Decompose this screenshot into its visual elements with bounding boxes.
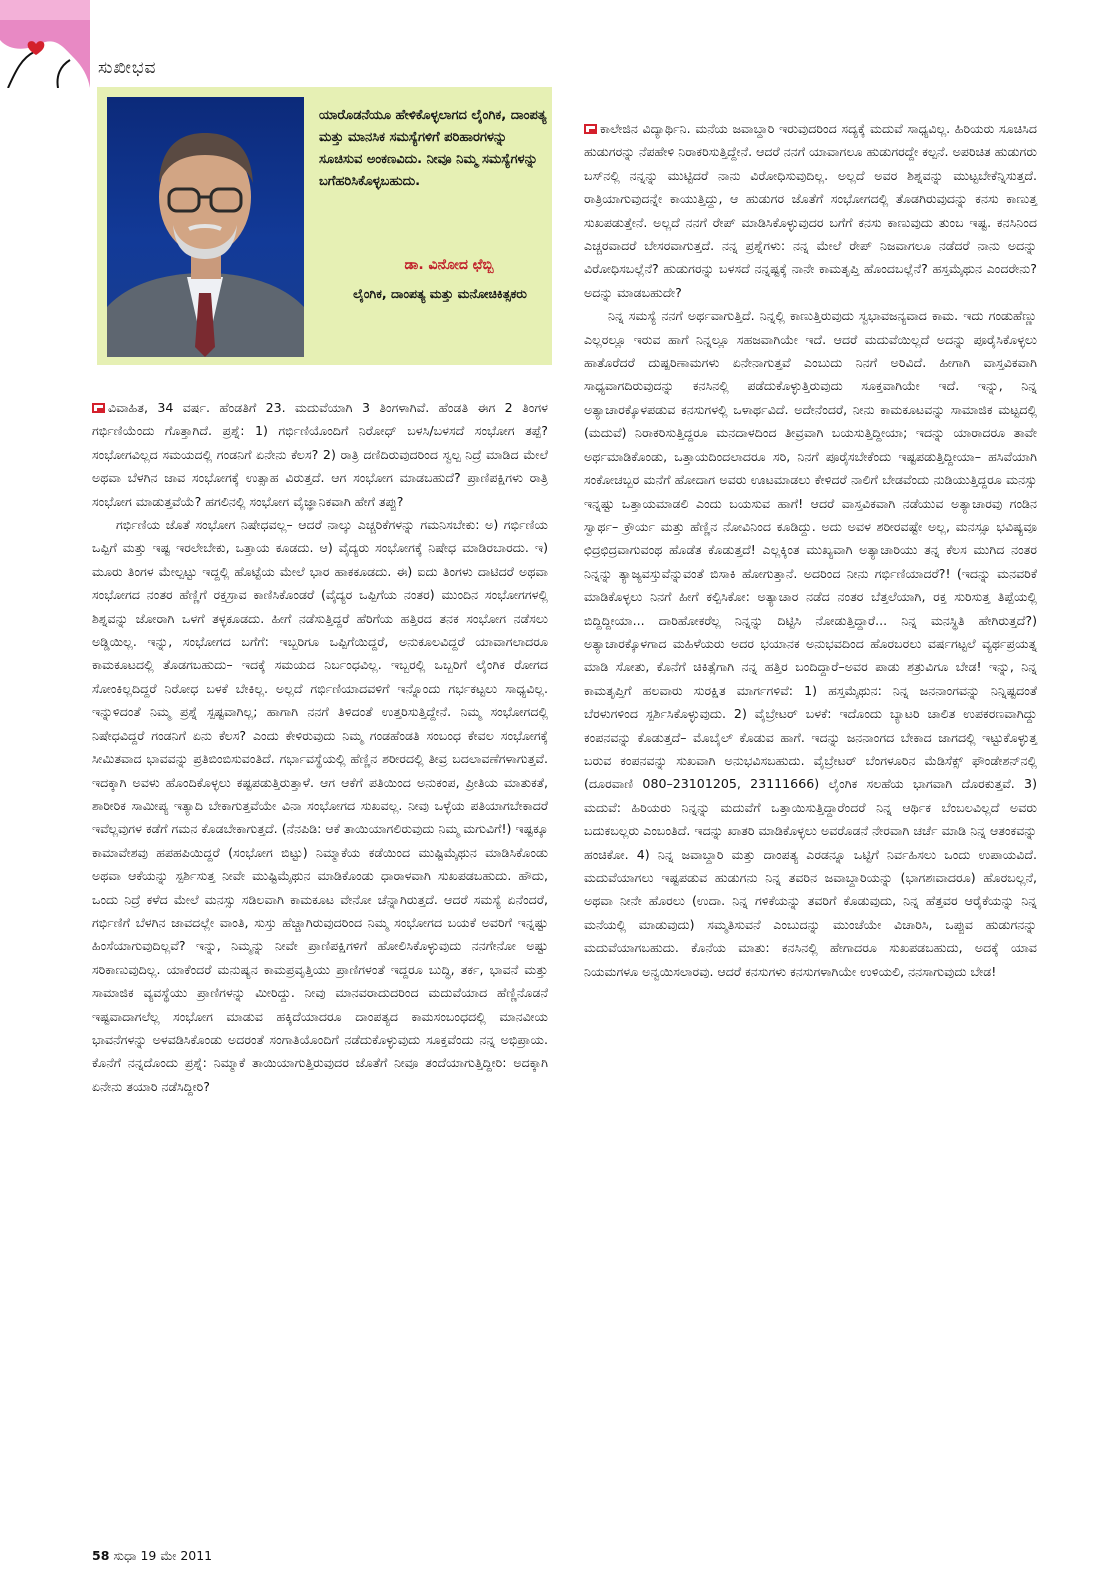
answer-paragraph: ನಿನ್ನ ಸಮಸ್ಯೆ ನನಗೆ ಅರ್ಥವಾಗುತ್ತಿದೆ. ನಿನ್ನಲ್ಲಿ ಕಾಣುತ್ತಿರುವುದು ಸ್ವಭಾವಜನ್ಯವಾದ ಕಾಮ. ಇದು ಗಂಡುಹೆಣ್ಣು ಎಲ್ಲರಲ್ಲೂ ಇರುವ ಹಾಗೆ ನಿನ್ನಲ್ಲೂ ಸಹಜವಾಗಿಯೇ ಇದೆ. ಆದರೆ ಮದುವೆಯಿಲ್ಲದೆ ಅದನ್ನು ಪೂರೈಸಿಕೊಳ್ಳಲು ಹಾತೊರೆದರೆ ದುಷ್ಪರಿಣಾಮಗಳು ಏನೇನಾಗುತ್ತವೆ ಎಂಬುದು ನಿನಗೆ ಅರಿವಿದೆ. ಹೀಗಾಗಿ ವಾಸ್ತವಿಕವಾಗಿ ಸಾಧ್ಯವಾಗದಿರುವುದನ್ನು ಕನಸಿನಲ್ಲಿ ಪಡೆದುಕೊಳ್ಳುತ್ತಿರುವುದು ಸೂಕ್ತವಾಗಿಯೇ ಇದೆ. ಇನ್ನು, ನಿನ್ನ ಅತ್ಯಾಚಾರಕ್ಕೊಳಪಡುವ ಕನಸುಗಳಲ್ಲಿ ಒಳಾರ್ಥವಿದೆ. ಅದೇನೆಂದರೆ, ನೀನು ಕಾಮಕೂಟವನ್ನು ಸಾಮಾಜಿಕ ಮಟ್ಟದಲ್ಲಿ (ಮದುವೆ) ನಿರಾಕರಿಸುತ್ತಿದ್ದರೂ ಮನದಾಳದಿಂದ ತೀವ್ರವಾಗಿ ಬಯಸುತ್ತಿದ್ದೀಯಾ; ಇದನ್ನು ಯಾರಾದರೂ ತಾವೇ ಅರ್ಥಮಾಡಿಕೊಂಡು, ಒತ್ತಾಯದಿಂದಲಾದರೂ ಸರಿ, ನಿನಗೆ ಪೂರೈಸಬೇಕೆಂದು ಇಷ್ಟಪಡುತ್ತಿದ್ದೀಯಾ– ಹಸಿವೆಯಾಗಿ ಸಂಕೋಚಬ್ಬರ ಮನೆಗೆ ಹೋದಾಗ ಅವರು ಊಟಮಾಡಲು ಕೇಳಿದರೆ ನಾಲಿಗೆ ಬೇಡವೆಂದು ನುಡಿಯುತ್ತಿದ್ದರೂ ಮನಸ್ಸು ಇನ್ನಷ್ಟು ಒತ್ತಾಯಮಾಡಲಿ ಎಂದು ಬಯಸುವ ಹಾಗೆ! ಆದರೆ ವಾಸ್ತವಿಕವಾಗಿ ನಡೆಯುವ ಅತ್ಯಾಚಾರವು ಗಂಡಿನ ಸ್ವಾರ್ಥ– ಕ್ರೌರ್ಯ ಮತ್ತು ಹೆಣ್ಣಿನ ನೋವಿನಿಂದ ಕೂಡಿದ್ದು. ಅದು ಅವಳ ಶರೀರವಷ್ಟೇ ಅಲ್ಲ, ಮನಸ್ಸೂ ಭವಿಷ್ಯವೂ ಛಿದ್ರಛಿದ್ರವಾಗುವಂಥ ಹೊಡೆತ ಕೊಡುತ್ತದೆ! ಎಲ್ಲಕ್ಕಿಂತ ಮುಖ್ಯವಾಗಿ ಅತ್ಯಾಚಾರಿಯು ತನ್ನ ಕೆಲಸ ಮುಗಿದ ನಂತರ ನಿನ್ನನ್ನು ತ್ಯಾಜ್ಯವಸ್ತುವೆನ್ನುವಂತೆ ಬಿಸಾಕಿ ಹೋಗುತ್ತಾನೆ. ಅದರಿಂದ ನೀನು ಗರ್ಭಿಣಿಯಾದರೆ?! (ಇದನ್ನು ಮನವರಿಕೆ ಮಾಡಿಕೊಳ್ಳಲು ನಿನಗೆ ಹೀಗೆ ಕಲ್ಪಿಸಿಕೋ: ಅತ್ಯಾಚಾರ ನಡೆದ ನಂತರ ಬೆತ್ತಲೆಯಾಗಿ, ರಕ್ತ ಸುರಿಸುತ್ತ ತಿಪ್ಪೆಯಲ್ಲಿ ಬಿದ್ದಿದ್ದೀಯಾ... ದಾರಿಹೋಕರೆಲ್ಲ ನಿನ್ನನ್ನು ದಿಟ್ಟಿಸಿ ನೋಡುತ್ತಿದ್ದಾರೆ... ನಿನ್ನ ಮನಸ್ಥಿತಿ ಹೇಗಿರುತ್ತದೆ?) ಅತ್ಯಾಚಾರಕ್ಕೊಳಗಾದ ಮಹಿಳೆಯರು ಅದರ ಭಯಾನಕ ಅನುಭವದಿಂದ ಹೊರಬರಲು ವರ್ಷಗಟ್ಟಲೆ ವ್ಯರ್ಥಪ್ರಯತ್ನ ಮಾಡಿ ಸೋತು, ಕೊನೆಗೆ ಚಿಕಿತ್ಸೆಗಾಗಿ ನನ್ನ ಹತ್ತಿರ ಬಂದಿದ್ದಾರೆ–ಅವರ ಪಾಡು ಶತ್ರುವಿಗೂ ಬೇಡ! ಇನ್ನು, ನಿನ್ನ ಕಾಮತೃಪ್ತಿಗೆ ಹಲವಾರು ಸುರಕ್ಷಿತ ಮಾರ್ಗಗಳಿವೆ: 1) ಹಸ್ತಮೈಥುನ: ನಿನ್ನ ಜನನಾಂಗವನ್ನು ನಿನ್ನಿಷ್ಟದಂತೆ ಬೆರಳುಗಳಿಂದ ಸ್ಪರ್ಶಿಸಿಕೊಳ್ಳುವುದು. 2) ವೈಬ್ರೇಟರ್ ಬಳಕೆ: ಇದೊಂದು ಬ್ಯಾಟರಿ ಚಾಲಿತ ಉಪಕರಣವಾಗಿದ್ದು ಕಂಪನವನ್ನು ಕೊಡುತ್ತದೆ– ಮೊಬೈಲ್ ಕೊಡುವ ಹಾಗೆ. ಇದನ್ನು ಜನನಾಂಗದ ಬೇಕಾದ ಜಾಗದಲ್ಲಿ ಇಟ್ಟುಕೊಳ್ಳುತ್ತ ಬರುವ ಕಂಪನವನ್ನು ಸುಖವಾಗಿ ಅನುಭವಿಸಬಹುದು. ವೈಬ್ರೇಟರ್ ಬೆಂಗಳೂರಿನ ಮೆಡಿಸೆಕ್ಸ್ ಫೌಂಡೇಶನ್‌ನಲ್ಲಿ (ದೂರವಾಣಿ 080–23101205, 23111666) ಲೈಂಗಿಕ ಸಲಹೆಯ ಭಾಗವಾಗಿ ದೊರಕುತ್ತವೆ. 3) ಮದುವೆ: ಹಿರಿಯರು ನಿನ್ನನ್ನು ಮದುವೆಗೆ ಒತ್ತಾಯಿಸುತ್ತಿದ್ದಾರೆಂದರೆ ನಿನ್ನ ಆರ್ಥಿಕ ಬೆಂಬಲವಿಲ್ಲದೆ ಅವರು ಬದುಕಬಲ್ಲರು ಎಂಬಂತಿದೆ. ಇದನ್ನು ಖಾತರಿ ಮಾಡಿಕೊಳ್ಳಲು ಅವರೊಡನೆ ನೇರವಾಗಿ ಚರ್ಚೆ ಮಾಡಿ ನಿನ್ನ ಆತಂಕವನ್ನು ಹಂಚಿಕೋ. 4) ನಿನ್ನ ಜವಾಬ್ದಾರಿ ಮತ್ತು ದಾಂಪತ್ಯ ಎರಡನ್ನೂ ಒಟ್ಟಿಗೆ ನಿರ್ವಹಿಸಲು ಒಂದು ಉಪಾಯವಿದೆ. ಮದುವೆಯಾಗಲು ಇಷ್ಟಪಡುವ ಹುಡುಗನು ನಿನ್ನ ತವರಿನ ಜವಾಬ್ದಾರಿಯನ್ನು (ಭಾಗಶಃವಾದರೂ) ಹೊರಬಲ್ಲನೆ, ಅಥವಾ ನೀನೇ ಹೊರಲು (ಉದಾ. ನಿನ್ನ ಗಳಿಕೆಯನ್ನು ತವರಿಗೆ ಕೊಡುವುದು, ನಿನ್ನ ಹೆತ್ತವರ ಆರೈಕೆಯನ್ನು ನಿನ್ನ ಮನೆಯಲ್ಲಿ ಮಾಡುವುದು) ಸಮ್ಮತಿಸುವನೆ ಎಂಬುದನ್ನು ಮುಂಚೆಯೇ ವಿಚಾರಿಸಿ, ಒಪ್ಪುವ ಹುಡುಗನನ್ನು ಮದುವೆಯಾಗಬಹುದು. ಕೊನೆಯ ಮಾತು: ಕನಸಿನಲ್ಲಿ ಹೇಗಾದರೂ ಸುಖಪಡಬಹುದು, ಅದಕ್ಕೆ ಯಾವ ನಿಯಮಗಳೂ ಅನ್ವಯಿಸಲಾರವು. ಆದರೆ ಕನಸುಗಳು ಕನಸುಗಳಾಗಿಯೇ ಉಳಿಯಲಿ, ನನಸಾಗುವುದು ಬೇಡ!: [584, 308, 1037, 979]
question-text: ಕಾಲೇಜಿನ ವಿದ್ಯಾರ್ಥಿನಿ. ಮನೆಯ ಜವಾಬ್ದಾರಿ ಇರುವುದರಿಂದ ಸದ್ಯಕ್ಕೆ ಮದುವೆ ಸಾಧ್ಯವಿಲ್ಲ. ಹಿರಿಯರು ಸೂಚಿಸಿದ ಹುಡುಗರನ್ನು ನೆಪಹೇಳಿ ನಿರಾಕರಿಸುತ್ತಿದ್ದೇನೆ. ಆದರೆ ನನಗೆ ಯಾವಾಗಲೂ ಹುಡುಗರದ್ದೇ ಕಲ್ಪನೆ. ಅಪರಿಚಿತ ಹುಡುಗರು ಬಸ್‌ನಲ್ಲಿ ನನ್ನನ್ನು ಮುಟ್ಟಿದರೆ ನಾನು ವಿರೋಧಿಸುವುದಿಲ್ಲ. ಅಲ್ಲದೆ ಅವರ ಶಿಶ್ನವನ್ನು ಮುಟ್ಟಬೇಕೆನ್ನಿಸುತ್ತದೆ. ರಾತ್ರಿಯಾಗುವುದನ್ನೇ ಕಾಯುತ್ತಿದ್ದು, ಆ ಹುಡುಗರ ಜೊತೆಗೆ ಸಂಭೋಗದಲ್ಲಿ ತೊಡಗಿರುವುದನ್ನು ಕನಸು ಕಾಣುತ್ತ ಸುಖಪಡುತ್ತೇನೆ. ಅಲ್ಲದೆ ನನಗೆ ರೇಪ್ ಮಾಡಿಸಿಕೊಳ್ಳುವುದರ ಬಗೆಗೆ ಕನಸು ಕಾಣುವುದು ತುಂಬ ಇಷ್ಟ. ಕನಸಿನಿಂದ ಎಚ್ಚರವಾದರೆ ಬೇಸರವಾಗುತ್ತದೆ. ನನ್ನ ಪ್ರಶ್ನೆಗಳು: ನನ್ನ ಮೇಲೆ ರೇಪ್ ನಿಜವಾಗಲೂ ನಡೆದರೆ ನಾನು ಅದನ್ನು ವಿರೋಧಿಸಬಲ್ಲೆನೆ? ಹುಡುಗರನ್ನು ಬಳಸದೆ ನನ್ನಷ್ಟಕ್ಕೆ ನಾನೇ ಕಾಮತೃಪ್ತಿ ಹೊಂದಬಲ್ಲೆನೆ? ಹಸ್ತಮೈಥುನ ಎಂದರೇನು? ಅದನ್ನು ಮಾಡಬಹುದೇ?: [584, 121, 1037, 300]
doctor-portrait-graphic: [107, 97, 304, 357]
page-number: 58: [92, 1548, 110, 1563]
answer-paragraph: ಗರ್ಭಿಣಿಯ ಜೊತೆ ಸಂಭೋಗ ನಿಷೇಧವಲ್ಲ– ಆದರೆ ನಾಲ್ಕು ಎಚ್ಚರಿಕೆಗಳನ್ನು ಗಮನಿಸಬೇಕು: ಅ) ಗರ್ಭಿಣಿಯ ಒಪ್ಪಿಗೆ ಮತ್ತು ಇಷ್ಟ ಇರಲೇಬೇಕು, ಒತ್ತಾಯ ಕೂಡದು. ಆ) ವೈದ್ಯರು ಸಂಭೋಗಕ್ಕೆ ನಿಷೇಧ ಮಾಡಿರಬಾರದು. ಇ) ಮೂರು ತಿಂಗಳ ಮೇಲ್ಪಟ್ಟು ಇದ್ದಲ್ಲಿ ಹೊಟ್ಟೆಯ ಮೇಲೆ ಭಾರ ಹಾಕಕೂಡದು. ಈ) ಐದು ತಿಂಗಳು ದಾಟಿದರೆ ಅಥವಾ ಸಂಭೋಗದ ನಂತರ ಹೆಣ್ಣಿಗೆ ರಕ್ತಸ್ರಾವ ಕಾಣಿಸಿಕೊಂಡರೆ (ವೈದ್ಯರ ಒಪ್ಪಿಗೆಯ ನಂತರ) ಮುಂದಿನ ಸಂಭೋಗಗಳಲ್ಲಿ ಶಿಶ್ನವನ್ನು ಜೋರಾಗಿ ಒಳಗೆ ತಳ್ಳಕೂಡದು. ಹೀಗೆ ನಡೆಸುತ್ತಿದ್ದರೆ ಹೆರಿಗೆಯ ಹತ್ತಿರದ ತನಕ ಸಂಭೋಗ ನಡೆಸಲು ಅಡ್ಡಿಯಿಲ್ಲ. ಇನ್ನು, ಸಂಭೋಗದ ಬಗೆಗೆ: ಇಬ್ಬರಿಗೂ ಒಪ್ಪಿಗೆಯಿದ್ದರೆ, ಅನುಕೂಲವಿದ್ದರೆ ಯಾವಾಗಲಾದರೂ ಕಾಮಕೂಟದಲ್ಲಿ ತೊಡಗಬಹುದು– ಇದಕ್ಕೆ ಸಮಯದ ನಿರ್ಬಂಧವಿಲ್ಲ. ಇಬ್ಬರಲ್ಲಿ ಒಬ್ಬರಿಗೆ ಲೈಂಗಿಕ ರೋಗದ ಸೋಂಕಿಲ್ಲದಿದ್ದರೆ ನಿರೋಧ ಬಳಕೆ ಬೇಕಿಲ್ಲ. ಅಲ್ಲದೆ ಗರ್ಭಿಣಿಯಾದವಳಿಗೆ ಇನ್ನೊಂದು ಗರ್ಭಕಟ್ಟಲು ಸಾಧ್ಯವಿಲ್ಲ. ಇನ್ನುಳಿದಂತೆ ನಿಮ್ಮ ಪ್ರಶ್ನೆ ಸ್ಪಷ್ಟವಾಗಿಲ್ಲ; ಹಾಗಾಗಿ ನನಗೆ ತಿಳಿದಂತೆ ಉತ್ತರಿಸುತ್ತಿದ್ದೇನೆ. ನಿಮ್ಮ ಸಂಭೋಗದಲ್ಲಿ ನಿಷೇಧವಿದ್ದರೆ ಗಂಡನಿಗೆ ಏನು ಕೆಲಸ? ಎಂದು ಕೇಳಿರುವುದು ನಿಮ್ಮ ಗಂಡಹೆಂಡತಿ ಸಂಬಂಧ ಕೇವಲ ಸಂಭೋಗಕ್ಕೆ ಸೀಮಿತವಾದ ಭಾವವನ್ನು ಪ್ರತಿಬಿಂಬಿಸುವಂತಿದೆ. ಗರ್ಭಾವಸ್ಥೆಯಲ್ಲಿ ಹೆಣ್ಣಿನ ಶರೀರದಲ್ಲಿ ತೀವ್ರ ಬದಲಾವಣೆಗಳಾಗುತ್ತವೆ. ಇದಕ್ಕಾಗಿ ಅವಳು ಹೊಂದಿಕೊಳ್ಳಲು ಕಷ್ಟಪಡುತ್ತಿರುತ್ತಾಳೆ. ಆಗ ಆಕೆಗೆ ಪತಿಯಿಂದ ಅನುಕಂಪ, ಪ್ರೀತಿಯ ಮಾತುಕತೆ, ಶಾರೀರಿಕ ಸಾಮೀಪ್ಯ ಇತ್ಯಾದಿ ಬೇಕಾಗುತ್ತವೆಯೇ ವಿನಾ ಸಂಭೋಗದ ಸುಖವಲ್ಲ. ನೀವು ಒಳ್ಳೆಯ ಪತಿಯಾಗಬೇಕಾದರೆ ಇವೆಲ್ಲವುಗಳ ಕಡೆಗೆ ಗಮನ ಕೊಡಬೇಕಾಗುತ್ತದೆ. (ನೆನಪಿಡಿ: ಆಕೆ ತಾಯಿಯಾಗಲಿರುವುದು ನಿಮ್ಮ ಮಗುವಿಗೆ!) ಇಷ್ಟಕ್ಕೂ ಕಾಮಾವೇಶವು ಹಪಹಪಿಯಿದ್ದರೆ (ಸಂಭೋಗ ಬಿಟ್ಟು) ನಿಮ್ಮಾಕೆಯ ಕಡೆಯಿಂದ ಮುಷ್ಟಿಮೈಥುನ ಮಾಡಿಸಿಕೊಂಡು ಅಥವಾ ಆಕೆಯನ್ನು ಸ್ಪರ್ಶಿಸುತ್ತ ನೀವೇ ಮುಷ್ಟಿಮೈಥುನ ಮಾಡಿಕೊಂಡು ಧಾರಾಳವಾಗಿ ಸುಖಪಡಬಹುದು. ಹೌದು, ಒಂದು ನಿದ್ರೆ ಕಳೆದ ಮೇಲೆ ಮನಸ್ಸು ಸಡಿಲವಾಗಿ ಕಾಮಕೂಟ ವೇನೋ ಚೆನ್ನಾಗಿರುತ್ತದೆ. ಆದರೆ ಸಮಸ್ಯೆ ಏನೆಂದರೆ, ಗರ್ಭಿಣಿಗೆ ಬೆಳಗಿನ ಜಾವದಲ್ಲೇ ವಾಂತಿ, ಸುಸ್ತು ಹೆಚ್ಚಾಗಿರುವುದರಿಂದ ನಿಮ್ಮ ಸಂಭೋಗದ ಬಯಕೆ ಅವರಿಗೆ ಇನ್ನಷ್ಟು ಹಿಂಸೆಯಾಗುವುದಿಲ್ಲವೆ? ಇನ್ನು, ನಿಮ್ಮನ್ನು ನೀವೇ ಪ್ರಾಣಿಪಕ್ಷಿಗಳಿಗೆ ಹೋಲಿಸಿಕೊಳ್ಳುವುದು ನನಗೇನೋ ಅಷ್ಟು ಸರಿಕಾಣುವುದಿಲ್ಲ. ಯಾಕೆಂದರೆ ಮನುಷ್ಯನ ಕಾಮಪ್ರವೃತ್ತಿಯು ಪ್ರಾಣಿಗಳಂತೆ ಇದ್ದರೂ ಬುದ್ಧಿ, ತರ್ಕ, ಭಾವನೆ ಮತ್ತು ಸಾಮಾಜಿಕ ವ್ಯವಸ್ಥೆಯು ಪ್ರಾಣಿಗಳನ್ನು ಮೀರಿದ್ದು. ನೀವು ಮಾನವರಾದುದರಿಂದ ಮದುವೆಯಾದ ಹೆಣ್ಣಿನೊಡನೆ ಇಷ್ಟವಾದಾಗಲೆಲ್ಲ ಸಂಭೋಗ ಮಾಡುವ ಹಕ್ಕಿದೆಯಾದರೂ ದಾಂಪತ್ಯದ ಕಾಮಸಂಬಂಧದಲ್ಲಿ ಮಾನವೀಯ ಭಾವನೆಗಳನ್ನು ಅಳವಡಿಸಿಕೊಂಡು ಅದರಂತೆ ಸಂಗಾತಿಯೊಂದಿಗೆ ನಡೆದುಕೊಳ್ಳುವುದು ಸೂಕ್ತವೆಂದು ನನ್ನ ಅಭಿಪ್ರಾಯ. ಕೊನೆಗೆ ನನ್ನದೊಂದು ಪ್ರಶ್ನೆ: ನಿಮ್ಮಾಕೆ ತಾಯಿಯಾಗುತ್ತಿರುವುದರ ಜೊತೆಗೆ ನೀವೂ ತಂದೆಯಾಗುತ್ತಿದ್ದೀರಿ: ಅದಕ್ಕಾಗಿ ಏನೇನು ತಯಾರಿ ನಡೆಸಿದ್ದೀರಿ?: [92, 517, 548, 1094]
issue-date: 19 ಮೇ 2011: [140, 1548, 213, 1563]
column-intro-box: [97, 87, 552, 365]
question-paragraph: [92, 396, 548, 513]
right-column: [584, 117, 1037, 1447]
column-description: ಯಾರೊಡನೆಯೂ ಹೇಳಿಕೊಳ್ಳಲಾಗದ ಲೈಂಗಿಕ, ದಾಂಪತ್ಯ ಮತ್ತು ಮಾನಸಿಕ ಸಮಸ್ಯೆಗಳಿಗೆ ಪರಿಹಾರಗಳನ್ನು ಸೂಚಿಸುವ ಅಂಕಣವಿದು. ನೀವೂ ನಿಮ್ಮ ಸಮಸ್ಯೆಗಳನ್ನು ಬಗೆಹರಿಸಿಕೊಳ್ಳಬಹುದು.: [319, 108, 547, 189]
magazine-name: ಸುಧಾ: [113, 1548, 137, 1563]
doctor-name: ಡಾ. ವಿನೋದ ಛೆಬ್ಬಿ: [404, 257, 494, 273]
heart-corner-graphic: [0, 0, 90, 88]
doctor-title: ಲೈಂಗಿಕ, ದಾಂಪತ್ಯ ಮತ್ತು ಮನೋಚಿಕಿತ್ಸಕರು: [353, 286, 527, 301]
page-footer: [92, 1548, 212, 1564]
question-text: ವಿವಾಹಿತ, 34 ವರ್ಷ. ಹೆಂಡತಿಗೆ 23. ಮದುವೆಯಾಗಿ 3 ತಿಂಗಳಾಗಿವೆ. ಹೆಂಡತಿ ಈಗ 2 ತಿಂಗಳ ಗರ್ಭಿಣಿಯೆಂದು ಗೊತ್ತಾಗಿದೆ. ಪ್ರಶ್ನೆ: 1) ಗರ್ಭಿಣಿಯೊಂದಿಗೆ ನಿರೋಧ್ ಬಳಸಿ/ಬಳಸದೆ ಸಂಭೋಗ ತಪ್ಪೆ? ಸಂಭೋಗವಿಲ್ಲದ ಸಮಯದಲ್ಲಿ ಗಂಡನಿಗೆ ಏನೇನು ಕೆಲಸ? 2) ರಾತ್ರಿ ದಣಿದಿರುವುದರಿಂದ ಸ್ವಲ್ಪ ನಿದ್ರೆ ಮಾಡಿದ ಮೇಲೆ ಅಥವಾ ಬೆಳಗಿನ ಜಾವ ಸಂಭೋಗಕ್ಕೆ ಉತ್ಸಾಹ ವಿರುತ್ತದೆ. ಆಗ ಸಂಭೋಗ ಮಾಡಬಹುದೆ? ಪ್ರಾಣಿಪಕ್ಷಿಗಳು ರಾತ್ರಿ ಸಂಭೋಗ ಮಾಡುತ್ತವೆಯೆ? ಹಗಲಿನಲ್ಲಿ ಸಂಭೋಗ ವೈಜ್ಞಾನಿಕವಾಗಿ ಹೇಗೆ ತಪ್ಪು?: [92, 400, 548, 509]
doctor-photo: [107, 97, 304, 357]
question-paragraph: [584, 117, 1037, 304]
left-column: [92, 396, 548, 1466]
section-label: ಸುಖೀಭವ: [98, 58, 157, 78]
question-marker-icon: [584, 124, 597, 134]
question-marker-icon: [92, 403, 105, 413]
